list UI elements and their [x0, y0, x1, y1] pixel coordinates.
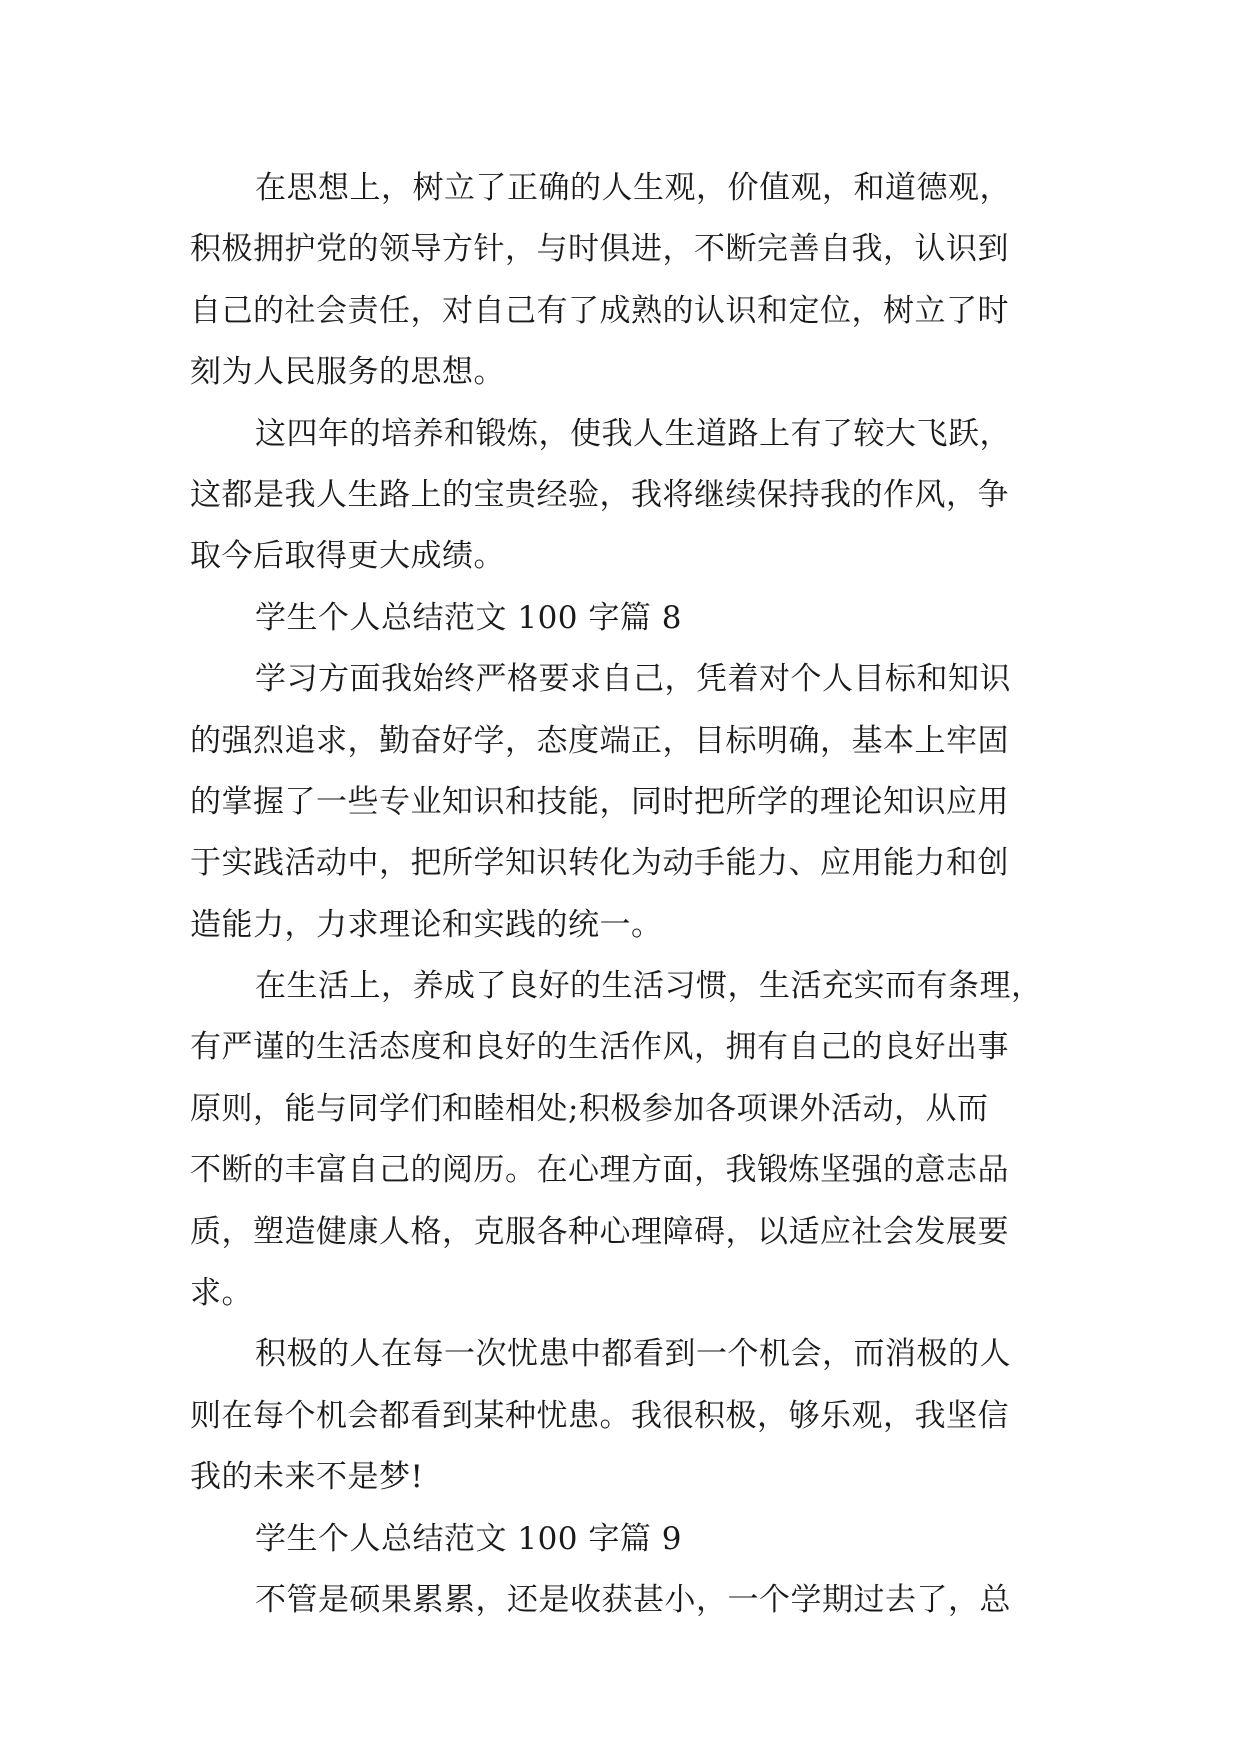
- text-line: 的强烈追求，勤奋好学，态度端正，目标明确，基本上牢固: [190, 722, 1009, 759]
- paragraph-semester: [190, 1570, 1070, 1631]
- text-line: 有严谨的生活态度和良好的生活作风，拥有自己的良好出事: [190, 1029, 1009, 1066]
- heading-text: 学生个人总结范文 100 字篇 8: [255, 599, 682, 636]
- text-line: 积极的人在每一次忧患中都看到一个机会，而消极的人: [255, 1336, 1011, 1373]
- paragraph-life: [190, 956, 1070, 1324]
- text-line: 我的未来不是梦!: [190, 1459, 424, 1496]
- section-heading-8: [190, 588, 1070, 649]
- text-line: 在生活上，养成了良好的生活习惯，生活充实而有条理，: [255, 968, 1043, 1005]
- text-line: 的掌握了一些专业知识和技能，同时把所学的理论知识应用: [190, 783, 1009, 820]
- text-line: 则在每个机会都看到某种忧患。我很积极，够乐观，我坚信: [190, 1397, 1009, 1434]
- text-line: 这四年的培养和锻炼，使我人生道路上有了较大飞跃，: [255, 415, 1011, 452]
- heading-text: 学生个人总结范文 100 字篇 9: [255, 1520, 682, 1557]
- text-line: 原则，能与同学们和睦相处;积极参加各项课外活动，从而: [190, 1090, 989, 1127]
- text-line: 在思想上，树立了正确的人生观，价值观，和道德观，: [255, 170, 1011, 206]
- text-line: 质，塑造健康人格，克服各种心理障碍，以适应社会发展要: [190, 1213, 1009, 1250]
- text-line: 自己的社会责任，对自己有了成熟的认识和定位，树立了时: [190, 292, 1009, 329]
- text-line: 不断的丰富自己的阅历。在心理方面，我锻炼坚强的意志品: [190, 1152, 1009, 1189]
- text-line: 于实践活动中，把所学知识转化为动手能力、应用能力和创: [190, 845, 1009, 882]
- text-line: 积极拥护党的领导方针，与时俱进，不断完善自我，认识到: [190, 231, 1009, 268]
- paragraph-study: [190, 649, 1070, 956]
- text-line: 这都是我人生路上的宝贵经验，我将继续保持我的作风，争: [190, 476, 1009, 513]
- text-line: 不管是硕果累累，还是收获甚小，一个学期过去了，总: [255, 1581, 1011, 1618]
- text-line: 造能力，力求理论和实践的统一。: [190, 906, 663, 943]
- paragraph-thought: [190, 158, 1070, 404]
- text-line: 求。: [190, 1275, 253, 1312]
- text-line: 取今后取得更大成绩。: [190, 538, 505, 575]
- paragraph-four-years: [190, 404, 1070, 588]
- section-heading-9: [190, 1509, 1070, 1570]
- paragraph-positive: [190, 1324, 1070, 1508]
- document-body: [190, 158, 1070, 1631]
- text-line: 学习方面我始终严格要求自己，凭着对个人目标和知识: [255, 661, 1011, 698]
- text-line: 刻为人民服务的思想。: [190, 354, 505, 391]
